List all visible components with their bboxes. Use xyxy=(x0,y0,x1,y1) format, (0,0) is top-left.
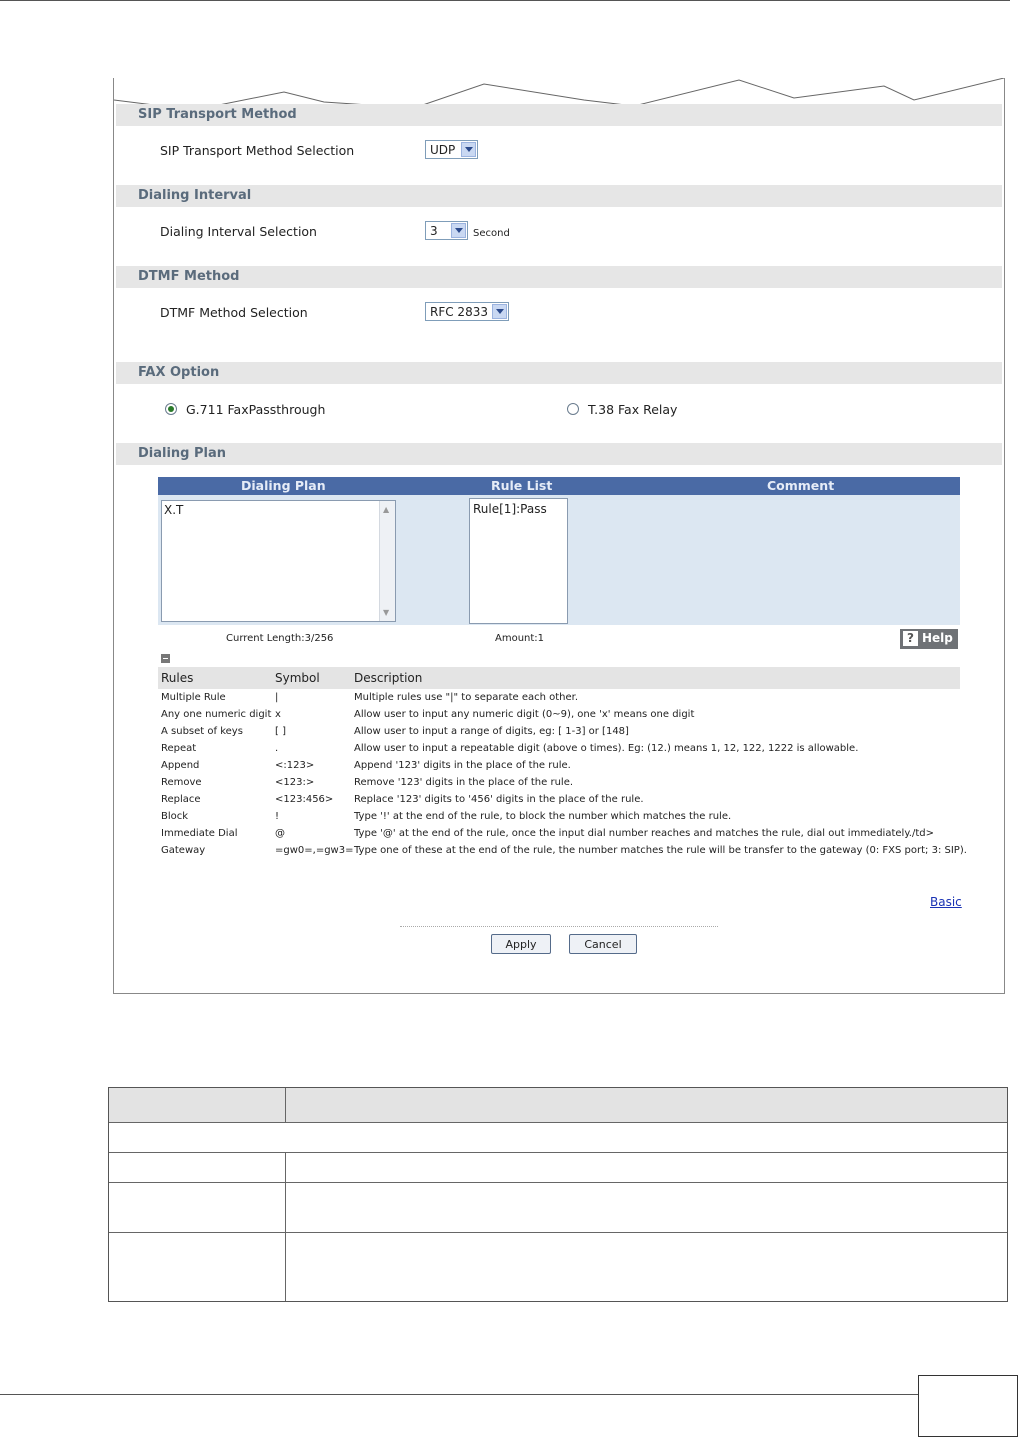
section-sip-transport xyxy=(116,104,1002,126)
section-fax xyxy=(116,362,1002,384)
scroll-down-icon[interactable]: ▼ xyxy=(383,608,390,617)
chevron-down-icon[interactable] xyxy=(451,223,466,238)
rule-list-box[interactable] xyxy=(469,498,568,624)
textarea-value: X.T xyxy=(164,503,184,517)
dialing-plan-header xyxy=(158,477,960,495)
basic-link[interactable]: Basic xyxy=(930,895,962,909)
scroll-up-icon[interactable]: ▲ xyxy=(383,505,390,514)
table-row xyxy=(161,843,967,860)
rules-table-header xyxy=(158,667,960,689)
table-rule xyxy=(109,1122,1007,1123)
col-dialing-plan: Dialing Plan xyxy=(241,478,326,493)
table-column-rule xyxy=(285,1152,286,1301)
dtmf-select[interactable] xyxy=(425,302,509,321)
rule-description: Multiple rules use "|" to separate each other. xyxy=(354,692,579,703)
dialing-interval-unit: Second xyxy=(473,228,510,239)
table-rule xyxy=(109,1232,1007,1233)
table-row xyxy=(161,707,961,724)
col-symbol: Symbol xyxy=(275,671,320,685)
section-title: FAX Option xyxy=(138,365,220,380)
table-row xyxy=(161,792,961,809)
rule-name: Multiple Rule xyxy=(161,692,226,703)
rule-description: Allow user to input a range of digits, eg: [ 1-3] or [148] xyxy=(354,726,629,737)
document-table xyxy=(108,1087,1008,1302)
dtmf-label: DTMF Method Selection xyxy=(160,305,308,320)
fax-g711-radio[interactable] xyxy=(165,403,177,415)
rule-description: Type one of these at the end of the rule, the number matches the rule will be transfer to the gateway (0: FXS port; 3: SIP). xyxy=(354,845,967,856)
sip-transport-select[interactable] xyxy=(425,140,478,159)
page-number-box xyxy=(918,1375,1018,1437)
dialing-interval-select[interactable] xyxy=(425,221,468,240)
table-row xyxy=(161,690,961,707)
table-rule xyxy=(109,1182,1007,1183)
document-table-header xyxy=(109,1088,1007,1122)
chevron-down-icon[interactable] xyxy=(461,142,476,157)
rule-symbol: <:123> xyxy=(275,760,315,771)
chevron-down-icon[interactable] xyxy=(492,304,507,319)
apply-button[interactable]: Apply xyxy=(491,934,551,954)
rule-name: Any one numeric digit xyxy=(161,709,272,720)
table-column-rule xyxy=(285,1088,286,1122)
col-rules: Rules xyxy=(161,671,194,685)
rule-symbol: =gw0=,=gw3= xyxy=(275,845,354,856)
rule-description: Allow user to input any numeric digit (0~9), one 'x' means one digit xyxy=(354,709,695,720)
fax-t38-radio[interactable] xyxy=(567,403,579,415)
sip-transport-label: SIP Transport Method Selection xyxy=(160,143,355,158)
select-value: UDP xyxy=(430,143,456,157)
table-rule xyxy=(109,1152,1007,1153)
rule-name: Immediate Dial xyxy=(161,828,238,839)
collapse-icon[interactable] xyxy=(161,654,170,663)
section-title: DTMF Method xyxy=(138,269,240,284)
rule-symbol: @ xyxy=(275,828,285,839)
rule-description: Replace '123' digits to '456' digits in the place of the rule. xyxy=(354,794,644,805)
rule-name: Replace xyxy=(161,794,201,805)
rule-name: Block xyxy=(161,811,189,822)
rule-symbol: <123:> xyxy=(275,777,315,788)
cancel-button[interactable]: Cancel xyxy=(569,934,637,954)
section-title: Dialing Plan xyxy=(138,446,227,461)
rule-amount: Amount:1 xyxy=(495,633,545,644)
rule-description: Type '@' at the end of the rule, once the input dial number reaches and matches the rule, dial out immediately./td> xyxy=(354,828,935,839)
col-rule-list: Rule List xyxy=(491,478,553,493)
button-divider xyxy=(400,926,718,927)
table-row xyxy=(161,809,961,826)
rule-name: Repeat xyxy=(161,743,197,754)
rule-description: Append '123' digits in the place of the rule. xyxy=(354,760,571,771)
help-icon: ? xyxy=(903,631,918,646)
current-length: Current Length:3/256 xyxy=(226,633,334,644)
screenshot-frame xyxy=(113,78,1005,994)
section-dialing-interval xyxy=(116,185,1002,207)
table-row xyxy=(161,741,961,758)
rule-symbol: ! xyxy=(275,811,280,822)
rule-list-item[interactable]: Rule[1]:Pass xyxy=(473,502,547,516)
rule-symbol: <123:456> xyxy=(275,794,334,805)
table-row xyxy=(161,775,961,792)
page-top-rule xyxy=(0,0,1010,1)
section-dtmf xyxy=(116,266,1002,288)
dialing-interval-label: Dialing Interval Selection xyxy=(160,224,317,239)
rule-name: Append xyxy=(161,760,200,771)
dialing-plan-textarea[interactable] xyxy=(161,500,396,622)
table-row xyxy=(161,826,961,843)
rule-symbol: | xyxy=(275,692,279,703)
rule-symbol: x xyxy=(275,709,281,720)
rule-name: A subset of keys xyxy=(161,726,243,737)
col-description: Description xyxy=(354,671,423,685)
section-title: SIP Transport Method xyxy=(138,107,297,122)
select-value: 3 xyxy=(430,224,438,238)
dialing-plan-body xyxy=(158,495,960,625)
help-button[interactable] xyxy=(900,629,958,649)
page-bottom-rule xyxy=(0,1394,918,1395)
section-dialing-plan xyxy=(116,443,1002,465)
rule-description: Type '!' at the end of the rule, to block the number which matches the rule. xyxy=(354,811,732,822)
col-comment: Comment xyxy=(767,478,835,493)
fax-t38-label: T.38 Fax Relay xyxy=(588,402,678,417)
rule-symbol: [ ] xyxy=(275,726,286,737)
section-title: Dialing Interval xyxy=(138,188,252,203)
rule-description: Allow user to input a repeatable digit (above o times). Eg: (12.) means 1, 12, 122, 1222 is allowable. xyxy=(354,743,859,754)
table-row xyxy=(161,724,961,741)
fax-g711-label: G.711 FaxPassthrough xyxy=(186,402,326,417)
textarea-scrollbar[interactable] xyxy=(379,501,395,621)
rule-symbol: . xyxy=(275,743,279,754)
rule-description: Remove '123' digits in the place of the rule. xyxy=(354,777,574,788)
rule-name: Gateway xyxy=(161,845,206,856)
rule-name: Remove xyxy=(161,777,202,788)
select-value: RFC 2833 xyxy=(430,305,488,319)
help-label: Help xyxy=(922,631,953,645)
table-row xyxy=(161,758,961,775)
